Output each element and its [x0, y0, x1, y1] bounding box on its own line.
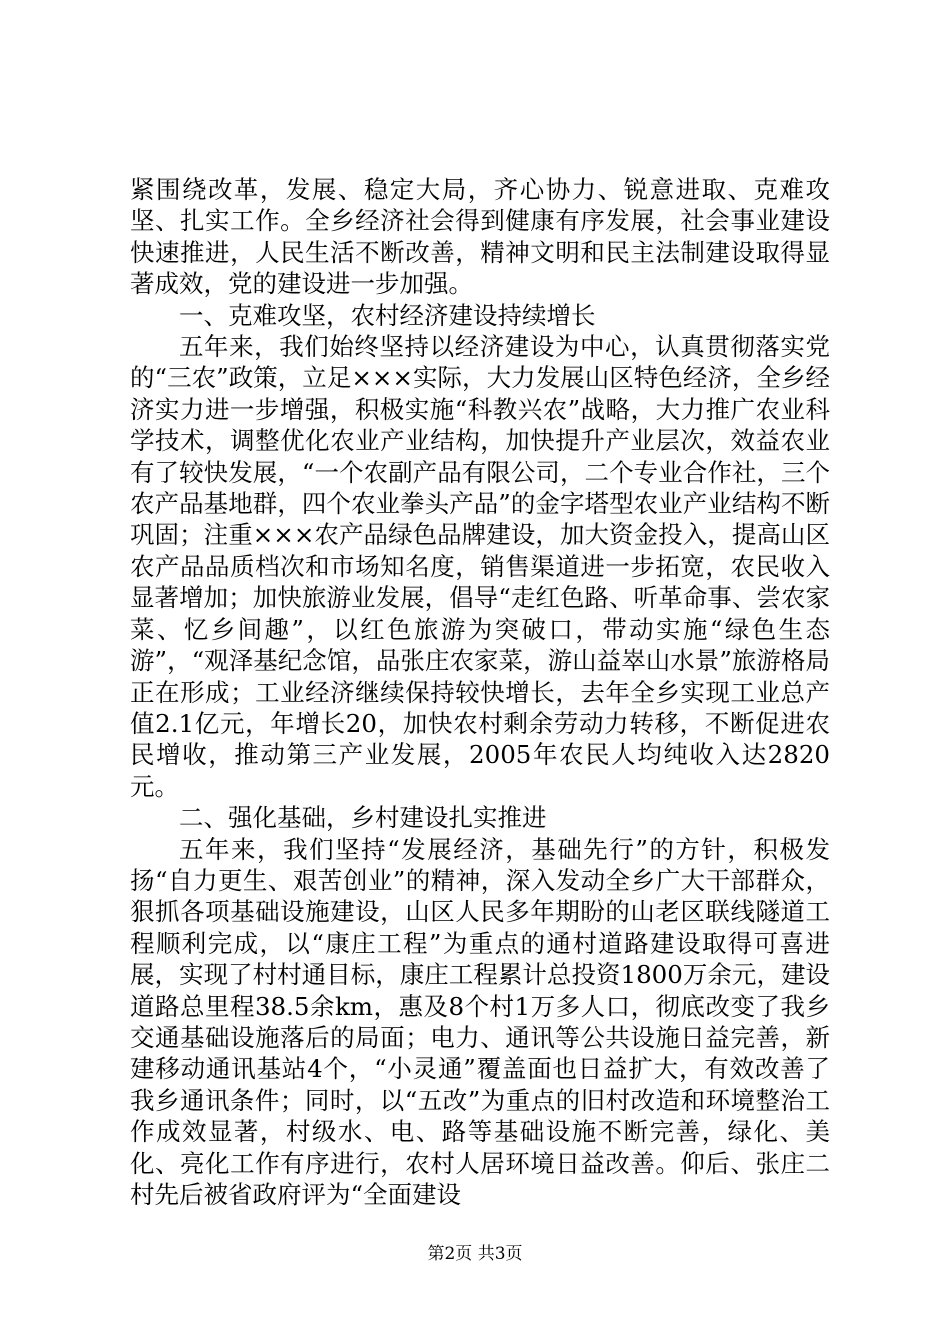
section-heading-1: 一、克难攻坚，农村经济建设持续增长: [179, 300, 596, 330]
document-body: [130, 174, 830, 1210]
paragraph-continued: 紧围绕改革，发展、稳定大局，齐心协力、锐意进取、克难攻坚、扎实工作。全乡经济社会得到健康有序发展，社会事业建设快速推进，人民生活不断改善，精神文明和民主法制建设取得显著成效，党的建设进一步加强。: [130, 175, 830, 299]
paragraph-section-1: 五年来，我们始终坚持以经济建设为中心，认真贯彻落实党的“三农”政策，立足×××实际，大力发展山区特色经济，全乡经济实力进一步增强，积极实施“科教兴农”战略，大力推广农业科学技术，调整优化农业产业结构，加快提升产业层次，效益农业有了较快发展，“一个农副产品有限公司，二个专业合作社，三个农产品基地群，四个农业拳头产品”的金字塔型农业产业结构不断巩固；注重×××农产品绿色品牌建设，加大资金投入，提高山区农产品品质档次和市场知名度，销售渠道进一步拓宽，农民收入显著增加；加快旅游业发展，倡导“走红色路、听革命事、尝农家菜、忆乡间趣”，以红色旅游为突破口，带动实施“绿色生态游”，“观泽基纪念馆，品张庄农家菜，游山益崒山水景”旅游格局正在形成；工业经济继续保持较快增长，去年全乡实现工业总产值2.1亿元，年增长20，加快农村剩余劳动力转移，不断促进农民增收，推动第三产业发展，2005年农民人均纯收入达2820元。: [130, 332, 830, 801]
section-heading-2: 二、强化基础，乡村建设扎实推进: [179, 803, 547, 833]
paragraph-section-2: 五年来，我们坚持“发展经济，基础先行”的方针，积极发扬“自力更生、艰苦创业”的精神，深入发动全乡广大干部群众，狠抓各项基础设施建设，山区人民多年期盼的山老区联线隧道工程顺利完成，以“康庄工程”为重点的通村道路建设取得可喜进展，实现了村村通目标，康庄工程累计总投资1800万余元，建设道路总里程38.5余km，惠及8个村1万多人口，彻底改变了我乡交通基础设施落后的局面；电力、通讯等公共设施日益完善，新建移动通讯基站4个，“小灵通”覆盖面也日益扩大，有效改善了我乡通讯条件；同时，以“五改”为重点的旧村改造和环境整治工作成效显著，村级水、电、路等基础设施不断完善，绿化、美化、亮化工作有序进行，农村人居环境日益改善。仰后、张庄二村先后被省政府评为“全面建设: [130, 834, 830, 1209]
page-number: 第2页 共3页: [427, 1244, 523, 1264]
page-footer: [0, 1242, 950, 1266]
